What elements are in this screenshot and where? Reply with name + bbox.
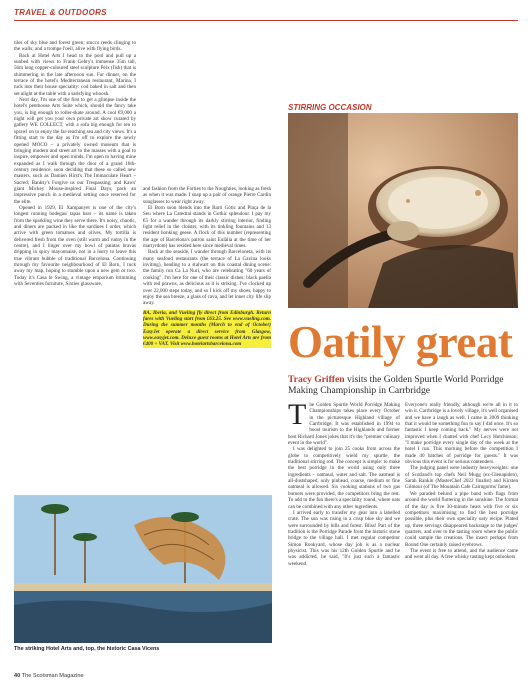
paragraph: Back at Hotel Arts I head to the pool and pull up a sunbed with views to Frank Gehry's immense 35m tall, 56m long copper-coloured steel sculpture Peix (fish) that is shimmering in the late afternoon sun. For dinner, on the terrace of the hotel's Mediterranean restaurant, Marina, I tuck into their house speciality: cod baked in salt and then set alight at the table with a satisfying whoosh. (14, 52, 136, 97)
paragraph: The event is free to attend, and the audience came and went all day. A free whisky tasting kept onlookers (405, 547, 518, 561)
paragraph: he Golden Spurtle World Porridge Making Championships takes place every October in the picturesque Highland village of Carrbridge. It was established in 1994 to boost tourism to the Highlands and former host Richard Jones jokes that it's the "premier culinary event in the world". (288, 402, 400, 447)
page-footer (14, 673, 84, 679)
paragraph: The judging panel were industry heavyweights: one of Scotland's top chefs Neil Mugg (ex-Glenapiden), Sarah Rankin (MasterChef 2022 finalist) and Kirsten Gilmour (of The Mountain Cafe Cairngorms' fame). (405, 465, 518, 491)
paragraph: I was delighted to join 25 cooks from across the globe to competitively wield my spurtle, the traditional stirring rod. The concept is simple: to make the best porridge in the world using only three ingredients – oatmeal, water and salt. The oatmeal is all-dustshaped, only pinhead, coarse, medium or fine oatmeal is allowed. Six cooking stations of two gas burners were provided, the competitors bring the rest. To add to the fun there's a speciality round, where oats can be combined with any other ingredients. (288, 446, 400, 510)
section-label: TRAVEL & OUTDOORS (14, 8, 107, 17)
paragraph: I arrived early to transfer my gear into a labelled crate. The sun was rising in a crisp blue sky and we were surrounded by hills and forest. Bliss! Part of the tradition is the Porridge Parade from the historic stone bridge to the village hall. I met regular competitor Simon Rookyard, whose day job is as a nuclear physicist. This was his 12th Golden Spurtle and he was addicted, he said, "It's just such a fantastic weekend. (288, 509, 400, 567)
right-column-2 (405, 402, 518, 672)
travel-info-box: BA, Iberia, and Vueling fly direct from Edinburgh. Return fares with Vueling start from £63.25. See www.vueling.com. During the summer months (March to end of October) EasyJet operate a direct service from Glasgow, www.easyjet.com. Deluxe guest rooms at Hotel Arts are from €400 + VAT. Visit www.hotelartsbarcelona.com (143, 309, 271, 348)
page-number: 40 (14, 673, 21, 679)
dropcap: T (288, 402, 307, 431)
author-name: Tracy Griffen (288, 374, 345, 385)
paragraph: Everyone's really friendly, although we're all in it to win it. Carrbridge is a lovely village, it's well organised and we have a laugh as well. I came in 2009 thinking that it would be something fun to say I did once. It's so fantastic I keep coming back." My nerves were not improved when I chatted with chef Lucy Hutchinson: "I make porridge every single day of the week at the hotel I run. This morning before the competition I made 40 batches of porridge for guests." It was obvious this event is for serious contenders. (405, 402, 518, 466)
porridge-photo (288, 113, 518, 308)
right-section-label: STIRRING OCCASION (288, 103, 372, 112)
paragraph: Opened in 1929, El Xampanyet is one of the city's longest running bodegas/ tapas bars – its name is taken from the sparkling wine they serve there. It's noisy, chaotic, and diners are packed in like the sardines I order, which arrive with green tomatoes and olives. My tortilla is delivered fresh from the oven (still warm and runny in the centre), and I linger over my bowl of patatas bravas dripping in spicy mayonnaise, not in a hurry to leave this true vibrant bubble of traditional Barcelona. Continuing through my favourite neighbourhood of El Born, I tuck away my map, hoping to stumble upon a new gem or two. Today it's Casa le Swing, a vintage emporium brimming with Seventies furniture, Sixties glassware, (14, 204, 136, 288)
hotel-arts-photo (14, 495, 272, 643)
paragraph-with-dropcap (288, 402, 400, 446)
paragraph: El Born soon blends into the Barri Gòtic and Plaça de la Seu where La Catedral stands in Gothic splendour. I pay my €5 for a wander through its darkly stirring interior, finding light relief in the cloister, with its tinkling fountains and 13 resident honking geese. A flock of this number (representing the age of Barcelona's patron saint Eulàlia at the time of her martyrdom) has resided here since medieval times. (143, 205, 271, 250)
standfirst-text: visits the Golden Spurtle World Porridge Making Championship in Carrbridge (288, 374, 504, 396)
photo-caption: The striking Hotel Arts and, top, the historic Casa Vicens (14, 646, 160, 652)
porridge-illustration (288, 113, 518, 308)
left-column-1 (14, 40, 136, 488)
left-column-2 (143, 186, 271, 488)
standfirst (288, 374, 518, 396)
right-column-1 (288, 402, 400, 672)
hotel-scene-illustration (14, 495, 272, 643)
headline: Oatily great (288, 317, 513, 367)
paragraph: Next day, I'm one of the first to get a glimpse inside the hotel's penthouse Arts Suite which, should the fancy take you, is big enough to roller-skate around. A cool €9,000 a night will get you your own private art show curated by gallery WE COLLECT, with a sofa big enough for ten to sprawl on to enjoy the far-reaching sea and city views. It's a fitting start to the day as I'm off to explore the newly opened MOCO – a privately owned museum that is bringing modern and street art to the masses with a goal to inspire, empower and open minds. I'm open to having mine expanded as I walk through the door of a grand 16th-century residence, soon deciding that these so called new masters, such as Damien Hirst's The Immaculate Heart – Sacred; Banksy's Forgive us our Trespassing; and Kaws' giant Mickey Mouse-inspired Final Days, pack an impressive punch in a medieval setting once reserved for the elite. (14, 97, 136, 205)
section-divider (14, 20, 518, 21)
paragraph: tiles of sky blue and forest green; stucco reeds clinging to the walls; and a trompe l'oeil, alive with flying birds. (14, 40, 136, 53)
paragraph: Back at the seaside, I wander through Barceloneta, with its many seafood restaurants (the terrace of La Gavina looks inviting), heading to a stalwart on this coastal dining scene: the family run Ca La Nuri, who are celebrating "60 years of cooking". I'm here for one of their classic dishes: black paella with red prawns, as delicious as it is striking. I've clocked up over 22,000 steps today, and so I kick off my shoes, happy to enjoy the sea breeze, a glass of cava, and let inner city life slip away. (143, 249, 271, 307)
paragraph: We paraded behind a pipe band with flags from around the world fluttering in the sunshine. The format of the day is five 30-minute heats with five or six competitors maximising to find the best porridge possible, plus their own speciality oaty recipe. Plated up, three servings disappeared backstage to the judges' quarters, and over to the tasting room where the public could sample the creations. The insect perhaps from Round One certainly raised eyebrows. (405, 490, 518, 548)
paragraph: and fashion from the Forties to the Noughties, looking as fresh as when it was made. I snap up a pair of orange Pierre Cardin sunglasses to wear right away. (143, 186, 271, 205)
magazine-name: The Scotsman Magazine (21, 673, 84, 679)
